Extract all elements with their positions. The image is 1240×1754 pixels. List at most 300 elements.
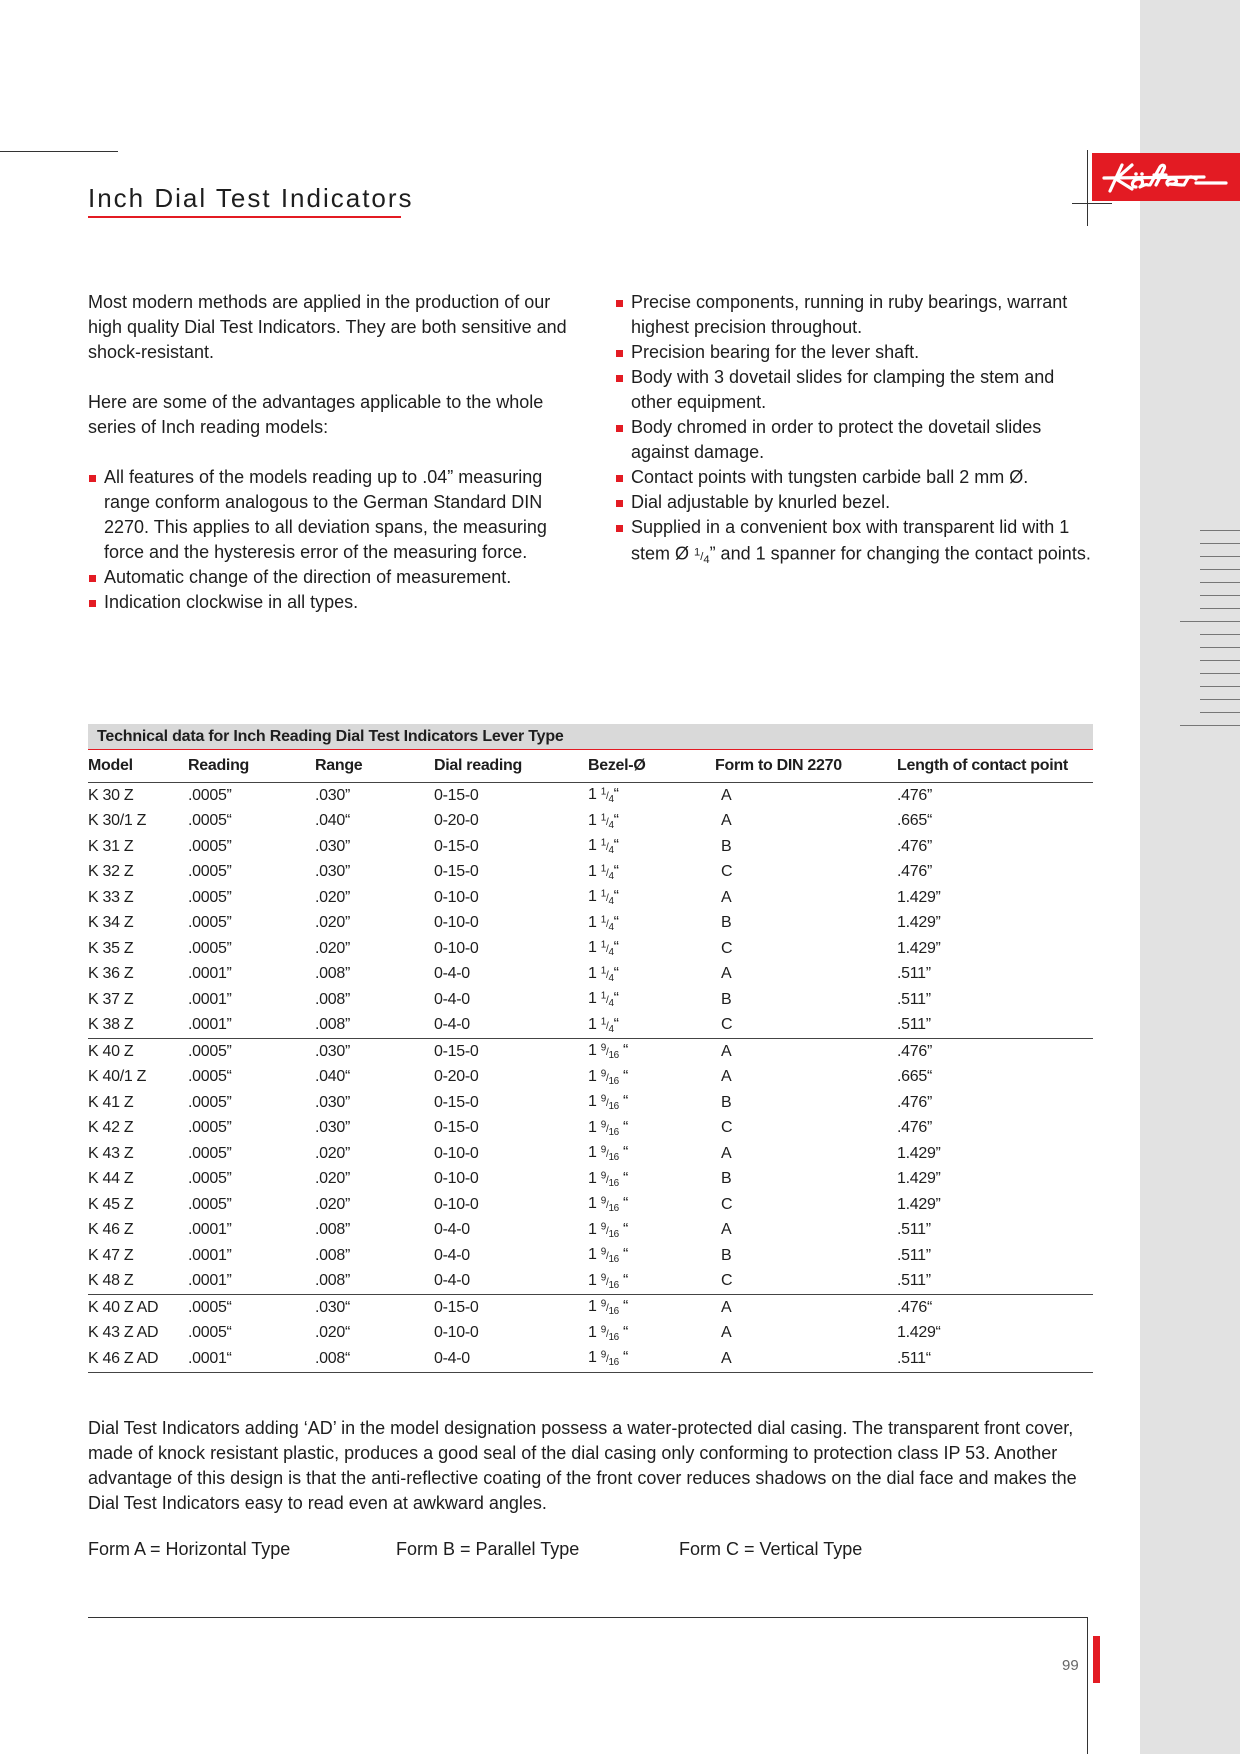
col-header-length: Length of contact point xyxy=(897,750,1093,783)
cell-bezel xyxy=(588,1090,715,1116)
bezel-fraction: 1/4 xyxy=(600,990,614,1010)
cell-model: K 40/1 Z xyxy=(88,1068,147,1086)
fraction-numerator: 9 xyxy=(600,1272,606,1284)
cell-reading: .0005“ xyxy=(188,1295,315,1321)
bezel-whole: 1 xyxy=(588,1349,597,1367)
cell-reading: .0001” xyxy=(188,1246,232,1264)
bezel-whole: 1 xyxy=(588,964,597,982)
fraction-denominator: 16 xyxy=(608,1050,619,1062)
cell-reading: .0001” xyxy=(188,1016,232,1034)
fraction-numerator: 1 xyxy=(600,965,606,977)
cell-reading: .0005“ xyxy=(188,1068,232,1086)
cell-model: K 37 Z xyxy=(88,990,134,1008)
feature-list-left xyxy=(88,465,588,615)
form-b-label: Form B = Parallel Type xyxy=(396,1539,580,1559)
cell-model: K 38 Z xyxy=(88,1016,134,1034)
cell-length: .476” xyxy=(897,863,932,881)
cell-range: .020” xyxy=(315,1195,350,1213)
fraction-numerator: 9 xyxy=(600,1068,606,1080)
cell-reading: .0001” xyxy=(188,1221,232,1239)
cell-range: .030” xyxy=(315,1119,350,1137)
table-row xyxy=(88,1346,1093,1372)
table-row xyxy=(88,783,1093,809)
cell-range: .008” xyxy=(315,965,350,983)
bezel-fraction: 9/16 xyxy=(600,1093,619,1113)
bezel-whole: 1 xyxy=(588,1220,597,1238)
cell-length: 1.429“ xyxy=(897,1324,941,1342)
fraction-denominator: 4 xyxy=(608,845,614,857)
cell-length: .511“ xyxy=(897,1346,1093,1372)
page-number: 99 xyxy=(1062,1657,1079,1674)
cell-dial-reading: 0-4-0 xyxy=(434,1016,470,1034)
bezel-fraction: 9/16 xyxy=(600,1068,619,1087)
cell-bezel xyxy=(588,1321,715,1347)
margin-ruler-ticks xyxy=(1200,530,1240,738)
col-header-model: Model xyxy=(88,750,188,783)
cell-dial-reading: 0-4-0 xyxy=(434,1346,588,1372)
bottom-vertical-rule xyxy=(1087,1617,1088,1754)
fraction-numerator: 1 xyxy=(600,786,606,798)
cell-range: .008” xyxy=(315,1246,350,1264)
fraction-denominator: 16 xyxy=(608,1254,619,1266)
fraction-denominator: 4 xyxy=(608,819,614,831)
bezel-fraction: 9/16 xyxy=(600,1246,619,1266)
bezel-whole: 1 xyxy=(588,862,597,880)
bezel-fraction: 9/16 xyxy=(600,1195,619,1215)
cell-bezel xyxy=(588,1269,715,1295)
table-header-row xyxy=(88,750,1093,783)
fraction-denominator: 4 xyxy=(608,972,614,984)
bezel-inch-mark: “ xyxy=(618,1271,629,1289)
cell-dial-reading: 0-15-0 xyxy=(434,1039,588,1065)
col-header-reading: Reading xyxy=(188,750,315,783)
fraction-numerator: 9 xyxy=(600,1246,606,1258)
table-row xyxy=(88,1269,1093,1295)
cell-form: B xyxy=(721,914,732,932)
cell-length: .476” xyxy=(897,1039,1093,1065)
cell-dial-reading: 0-4-0 xyxy=(434,965,470,983)
table-row xyxy=(88,1141,1093,1167)
table-row xyxy=(88,1013,1093,1039)
cell-length: .476” xyxy=(897,837,932,855)
cell-range: .020” xyxy=(315,1170,350,1188)
cell-model: K 34 Z xyxy=(88,914,134,932)
bezel-inch-mark: “ xyxy=(613,862,619,880)
right-margin-strip xyxy=(1140,0,1240,1754)
cell-dial-reading: 0-10-0 xyxy=(434,1195,479,1213)
bezel-inch-mark: “ xyxy=(618,1067,629,1085)
bezel-fraction: 1/4 xyxy=(600,786,614,806)
cell-range: .020” xyxy=(315,1144,350,1162)
cell-reading: .0005” xyxy=(188,1119,232,1137)
cell-dial-reading: 0-10-0 xyxy=(434,1324,479,1342)
cell-reading: .0005” xyxy=(188,888,232,906)
cell-range: .020“ xyxy=(315,1324,350,1342)
bezel-whole: 1 xyxy=(588,1271,597,1289)
bezel-inch-mark: “ xyxy=(618,1093,629,1111)
bezel-inch-mark: “ xyxy=(613,811,619,829)
bezel-fraction: 1/4 xyxy=(600,1016,614,1035)
fraction-numerator: 1 xyxy=(694,546,701,558)
fraction-denominator: 4 xyxy=(608,870,614,882)
fraction-numerator: 9 xyxy=(600,1349,606,1361)
cell-model: K 43 Z AD xyxy=(88,1324,159,1342)
fraction-denominator: 16 xyxy=(608,1306,619,1318)
cell-range: .008” xyxy=(315,1016,350,1034)
bezel-inch-mark: “ xyxy=(613,964,619,982)
fraction-denominator: 4 xyxy=(608,947,614,959)
cell-dial-reading: 0-4-0 xyxy=(434,1221,470,1239)
form-c-label: Form C = Vertical Type xyxy=(679,1539,863,1559)
cell-length: .476” xyxy=(897,1093,932,1111)
cell-bezel xyxy=(588,809,715,835)
bezel-fraction: 1/4 xyxy=(600,939,614,959)
table-row xyxy=(88,860,1093,886)
bezel-fraction: 9/16 xyxy=(600,1272,619,1291)
cell-range: .008” xyxy=(315,990,350,1008)
cell-length: .476” xyxy=(897,786,932,804)
cell-reading: .0005” xyxy=(188,786,232,804)
cell-length: 1.429” xyxy=(897,888,941,906)
bezel-fraction: 1/4 xyxy=(600,837,614,857)
feature-item: Dial adjustable by knurled bezel. xyxy=(615,490,1095,515)
bezel-inch-mark: “ xyxy=(613,837,619,855)
cell-bezel xyxy=(588,987,715,1013)
bezel-inch-mark: “ xyxy=(613,913,619,931)
bezel-whole: 1 xyxy=(588,1195,597,1213)
cell-length: 1.429” xyxy=(897,1170,941,1188)
cell-dial-reading: 0-15-0 xyxy=(434,1119,479,1137)
cell-bezel xyxy=(588,962,715,988)
table-row xyxy=(88,885,1093,911)
cell-form: C xyxy=(721,1016,733,1034)
cell-reading: .0001” xyxy=(188,1272,232,1290)
fraction-denominator: 4 xyxy=(608,921,614,933)
cell-bezel xyxy=(588,1218,715,1244)
cell-length: .476” xyxy=(897,1119,932,1137)
cell-bezel xyxy=(588,1346,715,1372)
col-header-dial-reading: Dial reading xyxy=(434,750,588,783)
cell-dial-reading: 0-15-0 xyxy=(434,1093,479,1111)
cell-length: .511” xyxy=(897,990,931,1008)
cell-bezel xyxy=(588,1141,715,1167)
bezel-inch-mark: “ xyxy=(618,1298,629,1316)
table-row xyxy=(88,987,1093,1013)
fraction-numerator: 9 xyxy=(600,1042,606,1054)
cell-form: A xyxy=(715,1039,897,1065)
cell-model: K 44 Z xyxy=(88,1170,134,1188)
cell-range: .020” xyxy=(315,914,350,932)
kaefer-logo-icon xyxy=(1092,153,1240,201)
cell-form: C xyxy=(721,939,733,957)
cell-range: .030” xyxy=(315,1093,350,1111)
cell-model: K 40 Z AD xyxy=(88,1295,188,1321)
table-row xyxy=(88,936,1093,962)
cell-bezel xyxy=(588,885,715,911)
bezel-fraction: 9/16 xyxy=(600,1349,619,1369)
fraction-denominator: 4 xyxy=(608,1023,614,1035)
fraction-denominator: 4 xyxy=(608,896,614,908)
fraction-denominator: 16 xyxy=(608,1101,619,1113)
intro-column xyxy=(88,290,588,615)
cell-dial-reading: 0-10-0 xyxy=(434,939,479,957)
table-row xyxy=(88,1321,1093,1347)
col-header-form: Form to DIN 2270 xyxy=(715,750,897,783)
bezel-whole: 1 xyxy=(588,913,597,931)
table-row xyxy=(88,911,1093,937)
top-left-rule xyxy=(0,151,118,152)
bezel-fraction: 1/4 xyxy=(600,888,614,908)
feature-item: Body chromed in order to protect the dovetail slides against damage. xyxy=(615,415,1095,465)
bezel-whole: 1 xyxy=(588,1323,597,1341)
cell-form: B xyxy=(721,1246,732,1264)
fraction-numerator: 1 xyxy=(600,863,606,875)
bezel-inch-mark: “ xyxy=(618,1195,629,1213)
bezel-whole: 1 xyxy=(588,811,597,829)
cell-range: .008” xyxy=(315,1221,350,1239)
fraction-numerator: 9 xyxy=(600,1144,606,1156)
cell-model: K 45 Z xyxy=(88,1195,134,1213)
cell-bezel xyxy=(588,783,715,809)
form-a-label: Form A = Horizontal Type xyxy=(88,1539,291,1559)
cell-form: A xyxy=(721,1324,732,1342)
cell-bezel xyxy=(588,936,715,962)
cell-length: .476“ xyxy=(897,1295,1093,1321)
crop-mark-vertical xyxy=(1087,150,1088,226)
cell-form: B xyxy=(721,1170,732,1188)
cell-model: K 33 Z xyxy=(88,888,134,906)
cell-length: .511” xyxy=(897,1246,931,1264)
cell-reading: .0001” xyxy=(188,965,232,983)
cell-form: C xyxy=(721,1272,733,1290)
cell-model: K 48 Z xyxy=(88,1272,134,1290)
fraction-denominator: 16 xyxy=(608,1279,619,1291)
cell-bezel xyxy=(588,1039,715,1065)
cell-reading: .0005” xyxy=(188,1195,232,1213)
cell-length: .511” xyxy=(897,965,931,983)
cell-range: .030” xyxy=(315,786,350,804)
fraction-denominator: 16 xyxy=(608,1203,619,1215)
cell-model: K 41 Z xyxy=(88,1093,134,1111)
bezel-whole: 1 xyxy=(588,1169,597,1187)
cell-bezel xyxy=(588,1065,715,1091)
cell-model: K 42 Z xyxy=(88,1119,134,1137)
bottom-rule xyxy=(88,1617,1088,1618)
bezel-fraction: 1/4 xyxy=(600,863,614,882)
feature-text: Supplied in a convenient box with transparent lid with 1 stem Ø xyxy=(631,517,1070,564)
cell-form: A xyxy=(721,1221,732,1239)
bezel-inch-mark: “ xyxy=(613,939,619,957)
cell-reading: .0005” xyxy=(188,939,232,957)
bezel-inch-mark: “ xyxy=(618,1169,629,1187)
cell-form: A xyxy=(721,812,732,830)
kaefer-logo xyxy=(1092,153,1240,201)
fraction-numerator: 9 xyxy=(600,1093,606,1105)
feature-item: All features of the models reading up to .04” measuring range conform analogous to the German Standard DIN 2270. This applies to all deviation spans, the measuring force and the hysteresis error of the measuring force. xyxy=(88,465,588,565)
cell-dial-reading: 0-10-0 xyxy=(434,888,479,906)
cell-range: .008“ xyxy=(315,1346,434,1372)
cell-form: A xyxy=(721,1144,732,1162)
cell-form: A xyxy=(715,1295,897,1321)
cell-model: K 31 Z xyxy=(88,837,134,855)
cell-form: A xyxy=(715,1346,897,1372)
cell-bezel xyxy=(588,1192,715,1218)
cell-model: K 40 Z xyxy=(88,1039,188,1065)
cell-reading: .0005” xyxy=(188,837,232,855)
fraction-denominator: 16 xyxy=(608,1177,619,1189)
cell-dial-reading: 0-20-0 xyxy=(434,1068,479,1086)
bezel-whole: 1 xyxy=(588,786,597,804)
fraction-denominator: 4 xyxy=(608,998,614,1010)
cell-model: K 46 Z AD xyxy=(88,1346,188,1372)
bezel-inch-mark: “ xyxy=(613,786,619,804)
cell-reading: .0005” xyxy=(188,863,232,881)
cell-reading: .0005” xyxy=(188,1170,232,1188)
page-title: Inch Dial Test Indicators xyxy=(88,183,414,213)
cell-dial-reading: 0-4-0 xyxy=(434,1272,470,1290)
fraction-numerator: 1 xyxy=(600,939,606,951)
bezel-whole: 1 xyxy=(588,1298,597,1316)
feature-item xyxy=(615,515,1095,573)
cell-reading: .0001” xyxy=(188,990,232,1008)
cell-bezel xyxy=(588,1243,715,1269)
fraction-numerator: 9 xyxy=(600,1195,606,1207)
table-row xyxy=(88,1116,1093,1142)
table-row xyxy=(88,1039,1093,1065)
col-header-range: Range xyxy=(315,750,434,783)
feature-list-right xyxy=(615,290,1095,573)
feature-item: Body with 3 dovetail slides for clamping the stem and other equipment. xyxy=(615,365,1095,415)
bezel-fraction: 9/16 xyxy=(600,1042,619,1062)
cell-range: .030“ xyxy=(315,1295,434,1321)
table-row xyxy=(88,1167,1093,1193)
table-row xyxy=(88,962,1093,988)
cell-dial-reading: 0-15-0 xyxy=(434,863,479,881)
cell-range: .030” xyxy=(315,863,350,881)
cell-form: B xyxy=(721,1093,732,1111)
fraction-denominator: 16 xyxy=(608,1357,619,1369)
cell-reading: .0005“ xyxy=(188,812,232,830)
fraction-denominator: 4 xyxy=(608,794,614,806)
cell-length: 1.429” xyxy=(897,914,941,932)
table-row xyxy=(88,1295,1093,1321)
cell-bezel xyxy=(588,834,715,860)
cell-dial-reading: 0-10-0 xyxy=(434,1170,479,1188)
cell-reading: .0005” xyxy=(188,914,232,932)
fraction-numerator: 1 xyxy=(600,837,606,849)
feature-item: Contact points with tungsten carbide ball 2 mm Ø. xyxy=(615,465,1095,490)
cell-form: B xyxy=(721,990,732,1008)
cell-bezel xyxy=(588,1167,715,1193)
fraction-numerator: 1 xyxy=(600,888,606,900)
bezel-whole: 1 xyxy=(588,1246,597,1264)
cell-model: K 47 Z xyxy=(88,1246,134,1264)
table-caption: Technical data for Inch Reading Dial Test Indicators Lever Type xyxy=(88,724,1093,750)
fraction-denominator: 16 xyxy=(608,1228,619,1240)
table-row xyxy=(88,834,1093,860)
cell-reading: .0001“ xyxy=(188,1346,315,1372)
table-row xyxy=(88,1090,1093,1116)
bezel-inch-mark: “ xyxy=(613,990,619,1008)
feature-item: Precision bearing for the lever shaft. xyxy=(615,340,1095,365)
cell-form: C xyxy=(721,863,733,881)
bezel-fraction: 9/16 xyxy=(600,1324,619,1343)
fraction-denominator: 4 xyxy=(703,553,710,566)
table-row xyxy=(88,1192,1093,1218)
table-row xyxy=(88,1065,1093,1091)
bezel-fraction: 1/4 xyxy=(600,914,614,933)
bezel-whole: 1 xyxy=(588,990,597,1008)
cell-length: 1.429” xyxy=(897,939,941,957)
cell-dial-reading: 0-10-0 xyxy=(434,914,479,932)
table-row xyxy=(88,1243,1093,1269)
intro-paragraph-2: Here are some of the advantages applicable to the whole series of Inch reading models: xyxy=(88,392,544,437)
bezel-whole: 1 xyxy=(588,1015,597,1033)
bezel-fraction: 9/16 xyxy=(600,1170,619,1189)
spec-table xyxy=(88,750,1093,1373)
cell-length: .511” xyxy=(897,1272,931,1290)
bezel-inch-mark: “ xyxy=(613,1015,619,1033)
fraction-denominator: 16 xyxy=(608,1152,619,1164)
crop-mark-horizontal xyxy=(1072,203,1112,204)
cell-form: B xyxy=(721,837,732,855)
cell-model: K 43 Z xyxy=(88,1144,134,1162)
fraction-numerator: 9 xyxy=(600,1298,606,1310)
cell-model: K 36 Z xyxy=(88,965,134,983)
cell-dial-reading: 0-4-0 xyxy=(434,1246,470,1264)
cell-reading: .0005” xyxy=(188,1093,232,1111)
technical-data-table xyxy=(88,724,1093,1373)
cell-dial-reading: 0-20-0 xyxy=(434,812,479,830)
bezel-fraction: 9/16 xyxy=(600,1144,619,1164)
cell-bezel xyxy=(588,911,715,937)
bezel-inch-mark: “ xyxy=(618,1118,629,1136)
fraction-denominator: 16 xyxy=(608,1075,619,1087)
feature-item: Automatic change of the direction of measurement. xyxy=(88,565,588,590)
cell-length: 1.429” xyxy=(897,1144,941,1162)
bezel-whole: 1 xyxy=(588,1067,597,1085)
table-row xyxy=(88,1218,1093,1244)
cell-range: .020” xyxy=(315,939,350,957)
bezel-whole: 1 xyxy=(588,837,597,855)
cell-bezel xyxy=(588,860,715,886)
cell-dial-reading: 0-15-0 xyxy=(434,1295,588,1321)
bezel-fraction: 9/16 xyxy=(600,1298,619,1318)
fraction-numerator: 1 xyxy=(600,812,606,824)
bezel-whole: 1 xyxy=(588,888,597,906)
bezel-inch-mark: “ xyxy=(613,888,619,906)
fraction-numerator: 9 xyxy=(600,1221,606,1233)
bezel-fraction: 9/16 xyxy=(600,1119,619,1138)
fraction-numerator: 9 xyxy=(600,1170,606,1182)
cell-form: A xyxy=(721,888,732,906)
cell-length: .511” xyxy=(897,1221,931,1239)
cell-form: A xyxy=(721,1068,732,1086)
fraction-numerator: 9 xyxy=(600,1324,606,1336)
bezel-fraction: 1/4 xyxy=(600,812,614,831)
cell-bezel xyxy=(588,1116,715,1142)
feature-item: Precise components, running in ruby bearings, warrant highest precision throughout. xyxy=(615,290,1095,340)
bezel-whole: 1 xyxy=(588,939,597,957)
fraction-denominator: 16 xyxy=(608,1126,619,1138)
cell-range: .040“ xyxy=(315,1068,350,1086)
cell-range: .030” xyxy=(315,837,350,855)
table-row xyxy=(88,809,1093,835)
cell-model: K 46 Z xyxy=(88,1221,134,1239)
feature-item: Indication clockwise in all types. xyxy=(88,590,588,615)
cell-length: .511” xyxy=(897,1016,931,1034)
feature-text: ” and 1 spanner for changing the contact points. xyxy=(709,543,1091,564)
